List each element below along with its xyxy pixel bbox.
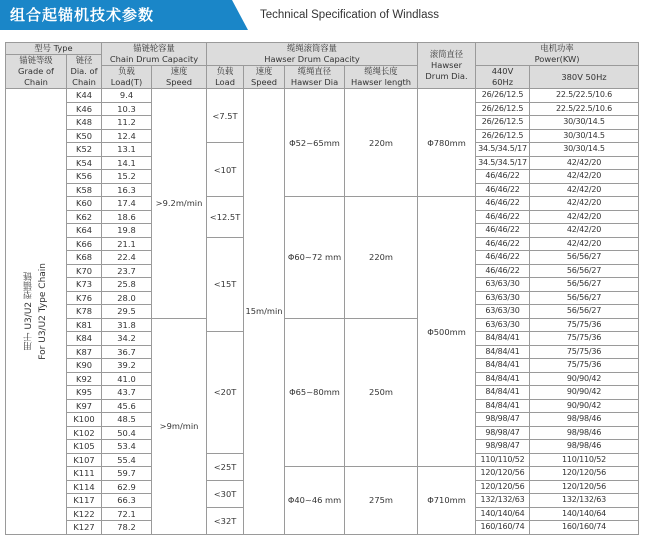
chain-load-cell: 23.7 [102, 264, 152, 278]
chain-dia-cell: K107 [67, 453, 102, 467]
hawser-load-cell: <10T [207, 143, 244, 197]
page-title-en: Technical Specification of Windlass [260, 9, 439, 21]
power-440v-cell: 120/120/56 [476, 480, 530, 494]
power-380v-cell: 42/42/20 [530, 224, 639, 238]
header-dia [67, 55, 102, 89]
chain-load-cell: 12.4 [102, 129, 152, 143]
hawser-dia-cell: Φ52~65mm [285, 89, 345, 197]
power-380v-cell: 75/75/36 [530, 345, 639, 359]
power-440v-cell: 63/63/30 [476, 291, 530, 305]
chain-dia-cell: K44 [67, 89, 102, 103]
power-380v-cell: 56/56/27 [530, 305, 639, 319]
hawser-dia-en: Hawser Dia [290, 77, 339, 87]
header-hawser-len [345, 66, 418, 89]
chain-dia-cell: K76 [67, 291, 102, 305]
power-380v-cell: 42/42/20 [530, 237, 639, 251]
power-380v-cell: 22.5/22.5/10.6 [530, 89, 639, 103]
power-440v-cell: 46/46/22 [476, 224, 530, 238]
chain-dia-cell: K122 [67, 507, 102, 521]
hawser-speed-cell: 15m/min [244, 89, 285, 535]
cd-speed-en: Speed [166, 77, 193, 87]
chain-dia-cell: K58 [67, 183, 102, 197]
hawser-load-cell: <12.5T [207, 197, 244, 238]
chain-load-cell: 10.3 [102, 102, 152, 116]
header-hawser-dia [285, 66, 345, 89]
chain-load-cell: 45.6 [102, 399, 152, 413]
power-380v-cell: 140/140/64 [530, 507, 639, 521]
drum-dia-cn: 滚筒直径 [429, 49, 464, 59]
chain-load-cell: 22.4 [102, 251, 152, 265]
chain-load-cell: 53.4 [102, 440, 152, 454]
power-380v-cell: 132/132/63 [530, 494, 639, 508]
power-440v-cell: 98/98/47 [476, 440, 530, 454]
power-440v-cell: 46/46/22 [476, 210, 530, 224]
header-hd-speed [244, 66, 285, 89]
hawser-load-cell: <30T [207, 480, 244, 507]
hawser-length-cell: 220m [345, 197, 418, 319]
power-380v-cell: 42/42/20 [530, 210, 639, 224]
chain-load-cell: 9.4 [102, 89, 152, 103]
power-380v-cell: 90/90/42 [530, 372, 639, 386]
power-440v-cell: 34.5/34.5/17 [476, 156, 530, 170]
power-440v-cell: 46/46/22 [476, 170, 530, 184]
power-380v-cell: 56/56/27 [530, 278, 639, 292]
dia-cn: 链径 [75, 55, 93, 65]
power-cn: 电机功率 [540, 43, 574, 53]
table-row [6, 467, 639, 481]
power-440v-cell: 120/120/56 [476, 467, 530, 481]
power-380v-cell: 120/120/56 [530, 467, 639, 481]
grade-label-en: For U3/U2 Type Chain [38, 262, 48, 360]
power-440v-cell: 26/26/12.5 [476, 89, 530, 103]
power-440v-cell: 63/63/30 [476, 318, 530, 332]
chain-dia-cell: K127 [67, 521, 102, 535]
power-380v-cell: 30/30/14.5 [530, 116, 639, 130]
hawser-length-cell: 220m [345, 89, 418, 197]
chain-load-cell: 36.7 [102, 345, 152, 359]
power-440v-cell: 132/132/63 [476, 494, 530, 508]
chain-dia-cell: K111 [67, 467, 102, 481]
header-power-440 [476, 66, 530, 89]
chain-load-cell: 29.5 [102, 305, 152, 319]
power-380v-cell: 75/75/36 [530, 359, 639, 373]
header-grade [6, 55, 67, 89]
power-440v-cell: 46/46/22 [476, 197, 530, 211]
power-440v-cell: 98/98/47 [476, 413, 530, 427]
chain-load-cell: 72.1 [102, 507, 152, 521]
chain-dia-cell: K54 [67, 156, 102, 170]
chain-dia-cell: K95 [67, 386, 102, 400]
chain-load-cell: 25.8 [102, 278, 152, 292]
hawser-dia-cn: 缆绳直径 [297, 66, 332, 76]
power-440v-cell: 110/110/52 [476, 453, 530, 467]
chain-dia-cell: K92 [67, 372, 102, 386]
chain-load-cell: 11.2 [102, 116, 152, 130]
drum-dia-en1: Hawser [431, 60, 462, 70]
chain-dia-cell: K46 [67, 102, 102, 116]
power-440v-cell: 46/46/22 [476, 251, 530, 265]
power-440v-cell: 84/84/41 [476, 399, 530, 413]
header-model-type: 型号 Type [6, 43, 102, 55]
power-380v-cell: 160/160/74 [530, 521, 639, 535]
power-440v-cell: 84/84/41 [476, 345, 530, 359]
chain-dia-cell: K68 [67, 251, 102, 265]
chain-load-cell: 19.8 [102, 224, 152, 238]
power-440v-cell: 26/26/12.5 [476, 129, 530, 143]
chain-load-cell: 78.2 [102, 521, 152, 535]
header-hd-load [207, 66, 244, 89]
header-cd-load [102, 66, 152, 89]
chain-dia-cell: K62 [67, 210, 102, 224]
chain-load-cell: 14.1 [102, 156, 152, 170]
drum-dia-cell: Φ500mm [418, 197, 476, 467]
hd-load-en: Load [215, 77, 235, 87]
power-380v-cell: 42/42/20 [530, 197, 639, 211]
hawser-drum-cn: 缆绳滚筒容量 [287, 43, 337, 53]
chain-load-cell: 66.3 [102, 494, 152, 508]
chain-load-cell: 62.9 [102, 480, 152, 494]
power-440v-cell: 63/63/30 [476, 305, 530, 319]
dia-en2: Chain [72, 77, 96, 87]
chain-speed-cell: >9m/min [152, 318, 207, 534]
power-440v-cell: 84/84/41 [476, 372, 530, 386]
table-header [6, 43, 639, 89]
chain-load-cell: 15.2 [102, 170, 152, 184]
power-440v-cell: 84/84/41 [476, 332, 530, 346]
power-440v-cell: 84/84/41 [476, 386, 530, 400]
chain-load-cell: 18.6 [102, 210, 152, 224]
chain-dia-cell: K66 [67, 237, 102, 251]
power-440v-cell: 140/140/64 [476, 507, 530, 521]
hawser-dia-cell: Φ40~46 mm [285, 467, 345, 535]
chain-dia-cell: K87 [67, 345, 102, 359]
hd-load-cn: 负载 [216, 66, 234, 76]
grade-en2: Chain [24, 77, 48, 87]
chain-dia-cell: K60 [67, 197, 102, 211]
power-440v-cell: 26/26/12.5 [476, 102, 530, 116]
chain-load-cell: 28.0 [102, 291, 152, 305]
header-hawser-drum [207, 43, 418, 66]
chain-dia-cell: K70 [67, 264, 102, 278]
chain-dia-cell: K97 [67, 399, 102, 413]
power-380v-cell: 75/75/36 [530, 318, 639, 332]
power-440v-cell: 34.5/34.5/17 [476, 143, 530, 157]
power-440v-cell: 98/98/47 [476, 426, 530, 440]
power-380v-cell: 98/98/46 [530, 440, 639, 454]
hawser-length-cell: 275m [345, 467, 418, 535]
power-380v-cell: 56/56/27 [530, 291, 639, 305]
hd-speed-cn: 速度 [255, 66, 273, 76]
grade-cn: 锚链等级 [19, 55, 53, 65]
hd-speed-en: Speed [251, 77, 278, 87]
chain-grade-cell [6, 89, 67, 535]
hawser-dia-cell: Φ60~72 mm [285, 197, 345, 319]
page-title-cn: 组合起锚机技术参数 [10, 6, 155, 24]
chain-load-cell: 17.4 [102, 197, 152, 211]
chain-dia-cell: K78 [67, 305, 102, 319]
dia-en1: Dia. of [70, 66, 98, 76]
chain-dia-cell: K48 [67, 116, 102, 130]
hawser-length-cell: 250m [345, 318, 418, 467]
power-380v-cell: 120/120/56 [530, 480, 639, 494]
power-440v-cell: 160/160/74 [476, 521, 530, 535]
grade-en1: Grade of [18, 66, 54, 76]
chain-speed-cell: >9.2m/min [152, 89, 207, 319]
chain-dia-cell: K102 [67, 426, 102, 440]
hawser-load-cell: <20T [207, 332, 244, 454]
power-en: Power(KW) [534, 54, 580, 64]
chain-dia-cell: K117 [67, 494, 102, 508]
power-380v-cell: 30/30/14.5 [530, 129, 639, 143]
header-drum-dia [418, 43, 476, 89]
hawser-dia-cell: Φ65~80mm [285, 318, 345, 467]
power-440v-cell: 46/46/22 [476, 183, 530, 197]
chain-dia-cell: K84 [67, 332, 102, 346]
chain-load-cell: 59.7 [102, 467, 152, 481]
table-body [6, 89, 639, 535]
chain-load-cell: 31.8 [102, 318, 152, 332]
table-row [6, 197, 639, 211]
hawser-load-cell: <25T [207, 453, 244, 480]
chain-dia-cell: K81 [67, 318, 102, 332]
power-380v-cell: 42/42/20 [530, 156, 639, 170]
power-380v-cell: 98/98/46 [530, 413, 639, 427]
power-380v-cell: 22.5/22.5/10.6 [530, 102, 639, 116]
power-440-line1: 440V [491, 66, 514, 76]
chain-load-cell: 21.1 [102, 237, 152, 251]
chain-dia-cell: K90 [67, 359, 102, 373]
hawser-len-en: Hawser length [351, 77, 412, 87]
chain-dia-cell: K105 [67, 440, 102, 454]
power-380v-cell: 90/90/42 [530, 399, 639, 413]
drum-dia-en2: Drum Dia. [425, 71, 468, 81]
chain-dia-cell: K73 [67, 278, 102, 292]
header-power [476, 43, 639, 66]
chain-load-cell: 55.4 [102, 453, 152, 467]
chain-load-cell: 41.0 [102, 372, 152, 386]
power-440v-cell: 84/84/41 [476, 359, 530, 373]
power-440v-cell: 63/63/30 [476, 278, 530, 292]
power-380v-cell: 110/110/52 [530, 453, 639, 467]
chain-load-cell: 13.1 [102, 143, 152, 157]
power-440v-cell: 46/46/22 [476, 237, 530, 251]
chain-drum-cn: 锚链轮容量 [133, 43, 175, 53]
power-380v-cell: 75/75/36 [530, 332, 639, 346]
cd-load-cn: 负载 [118, 66, 135, 76]
power-380v-cell: 56/56/27 [530, 264, 639, 278]
chain-drum-en: Chain Drum Capacity [109, 54, 199, 64]
drum-dia-cell: Φ710mm [418, 467, 476, 535]
table-row [6, 318, 639, 332]
chain-load-cell: 48.5 [102, 413, 152, 427]
power-380v-cell: 42/42/20 [530, 170, 639, 184]
chain-load-cell: 34.2 [102, 332, 152, 346]
grade-label-cn: 用于 U3/U2 型锚链 [24, 272, 34, 351]
table-row [6, 89, 639, 103]
chain-dia-cell: K50 [67, 129, 102, 143]
chain-dia-cell: K64 [67, 224, 102, 238]
header-cd-speed [152, 66, 207, 89]
power-440-line2: 60Hz [491, 77, 514, 87]
power-380v-cell: 30/30/14.5 [530, 143, 639, 157]
hawser-load-cell: <32T [207, 507, 244, 534]
cd-speed-cn: 速度 [170, 66, 188, 76]
power-440v-cell: 46/46/22 [476, 264, 530, 278]
header-chain-drum [102, 43, 207, 66]
chain-load-cell: 39.2 [102, 359, 152, 373]
hawser-load-cell: <15T [207, 237, 244, 332]
chain-load-cell: 50.4 [102, 426, 152, 440]
hawser-len-cn: 缆绳长度 [364, 66, 398, 76]
hawser-drum-en: Hawser Drum Capacity [264, 54, 360, 64]
chain-dia-cell: K56 [67, 170, 102, 184]
windlass-spec-table [5, 42, 639, 535]
power-380v-cell: 42/42/20 [530, 183, 639, 197]
chain-load-cell: 43.7 [102, 386, 152, 400]
drum-dia-cell: Φ780mm [418, 89, 476, 197]
header-power-380: 380V 50Hz [530, 66, 639, 89]
chain-load-cell: 16.3 [102, 183, 152, 197]
grade-label-wrap [6, 263, 66, 360]
power-440v-cell: 26/26/12.5 [476, 116, 530, 130]
chain-dia-cell: K100 [67, 413, 102, 427]
power-380v-cell: 90/90/42 [530, 386, 639, 400]
power-380v-cell: 98/98/46 [530, 426, 639, 440]
cd-load-en: Load(T) [110, 77, 143, 87]
hawser-load-cell: <7.5T [207, 89, 244, 143]
chain-dia-cell: K114 [67, 480, 102, 494]
chain-dia-cell: K52 [67, 143, 102, 157]
power-380v-cell: 56/56/27 [530, 251, 639, 265]
